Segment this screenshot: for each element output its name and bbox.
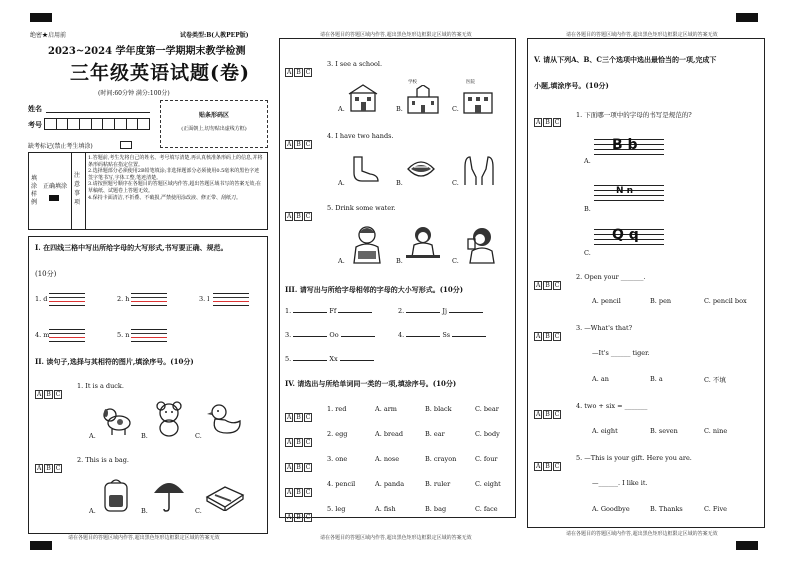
name-label: 姓名: [28, 104, 42, 113]
hospital-icon: [462, 85, 494, 115]
given-letter: Oo: [329, 331, 339, 339]
answer-blank[interactable]: [293, 360, 327, 361]
adjacent-item-3: [285, 331, 375, 339]
bubble-c[interactable]: C: [305, 514, 311, 521]
answer-bubbles[interactable]: [534, 323, 562, 342]
building-icon: [348, 83, 378, 113]
writing-lines-5[interactable]: [131, 329, 167, 342]
answer-blank[interactable]: [340, 360, 374, 361]
girl-drinking-icon: [462, 225, 500, 265]
adjacent-item-5: [285, 355, 374, 363]
adjacent-item-2: [398, 307, 483, 315]
notice-label: 注意事项: [74, 172, 81, 206]
classify-row-3: [285, 454, 511, 471]
question-text-line2: —It's ______ tiger.: [592, 349, 650, 357]
section4-title: IV. 请选出与所给单词同一类的一项,填涂序号。(10分): [285, 379, 457, 388]
question-text: 1. It is a duck.: [77, 382, 124, 390]
page-title: 三年级英语试题(卷): [70, 62, 250, 84]
bubble-c[interactable]: C: [554, 119, 560, 126]
notice-rule: 2.选择题部分必须使用2B铅笔填涂;非选择题部分必须使用0.5毫米的黑色字迹签字笔书写,字体工整,笔迹清楚。: [88, 168, 260, 181]
fill-example-label: 填涂样例: [31, 175, 38, 206]
item-number: 1.: [285, 307, 292, 315]
registration-mark-bottom-left: [30, 541, 52, 550]
exam-no-label: 考号: [28, 120, 42, 129]
option-label-c: C.: [452, 105, 459, 113]
foot-icon: [348, 155, 380, 185]
bubble-a[interactable]: A: [536, 119, 541, 126]
question-word: 3. one: [327, 455, 348, 463]
option-label-a: A.: [89, 507, 96, 515]
footer-warning-bottom: 请在各题目的答题区域内作答,超出黑色矩形边框限定区域的答案无效: [566, 531, 718, 537]
notice-rules: [88, 155, 264, 201]
item-number: 3.: [285, 331, 292, 339]
bubble-c[interactable]: C: [305, 439, 311, 446]
option-c: C. Five: [704, 505, 727, 513]
answer-bubbles[interactable]: [285, 131, 313, 150]
question-text: 2. Open your _______.: [576, 273, 646, 281]
answer-bubbles[interactable]: [534, 401, 562, 420]
question-text: 5. Drink some water.: [327, 204, 396, 212]
registration-mark-bottom-right: [736, 541, 758, 550]
option-label-a: A.: [338, 179, 345, 187]
section1-title: I. 在四线三格中写出所给字母的大写形式,书写要正确、规范。: [35, 243, 228, 252]
pencil-box-icon: [205, 483, 245, 511]
answer-bubbles[interactable]: [534, 272, 562, 291]
question-text: 4. two + six = _______: [576, 402, 648, 410]
year-title: 2023~2024 学年度第一学期期末教学检测: [48, 46, 246, 57]
option-c: C. nine: [704, 427, 728, 435]
option-label-c: C.: [195, 507, 202, 515]
answer-blank[interactable]: [293, 336, 327, 337]
answer-blank[interactable]: [293, 312, 327, 313]
option-a: A. nose: [375, 455, 400, 463]
bubble-a[interactable]: A: [287, 414, 292, 421]
question-text: 3. —What's that?: [576, 324, 633, 332]
school-sign: 学校: [408, 80, 417, 85]
bubble-a[interactable]: A: [287, 514, 292, 521]
bubble-c[interactable]: C: [305, 414, 311, 421]
duck-icon: [207, 403, 243, 437]
bubble-b[interactable]: B: [545, 463, 550, 470]
barcode-title: 贴条形码区: [198, 112, 229, 119]
section5-title-cont: 小题,填涂序号。(10分): [534, 81, 609, 90]
given-letter: Ss: [442, 331, 451, 339]
option-b: B. Thanks: [650, 505, 683, 513]
correct-fill-label: 正确填涂: [43, 183, 68, 190]
footer-warning-bottom: 请在各题目的答题区域内作答,超出黑色矩形边框限定区域的答案无效: [320, 535, 472, 541]
letters-text: N n: [616, 186, 634, 196]
option-b: B. pen: [650, 297, 672, 305]
barcode-note: (正面朝上,切勿贴出虚线方框): [181, 126, 247, 132]
letter-item-3: 3. l: [199, 295, 210, 303]
question-text: 5. —This is your gift. Here you are.: [576, 454, 692, 462]
option-a: A. panda: [375, 480, 405, 488]
question-word: 5. leg: [327, 505, 346, 513]
exam-no-boxes[interactable]: [44, 118, 150, 130]
answer-blank[interactable]: [452, 336, 486, 337]
question-text-line2: —______. I like it.: [592, 479, 648, 487]
option-a: A. Goodbye: [592, 505, 630, 513]
bubble-b[interactable]: B: [296, 69, 301, 76]
bubble-b[interactable]: B: [545, 282, 550, 289]
registration-mark-top-right: [736, 13, 758, 22]
bubble-c[interactable]: C: [305, 489, 311, 496]
question-word: 1. red: [327, 405, 347, 413]
bubble-a[interactable]: A: [287, 439, 292, 446]
backpack-icon: [101, 477, 131, 513]
absent-bubble[interactable]: [120, 141, 132, 149]
option-a: A. arm: [375, 405, 397, 413]
bubble-b[interactable]: B: [296, 489, 301, 496]
letter-lines-a: [594, 139, 664, 155]
question-text: 1. 下面哪一项中的字母的书写是规范的?: [576, 111, 692, 119]
option-label-b: B.: [396, 105, 403, 113]
letter-item-2: 2. h: [117, 295, 130, 303]
bubble-a[interactable]: A: [536, 333, 541, 340]
column3-panel: [527, 38, 765, 528]
letter-item-1: 1. d: [35, 295, 48, 303]
barcode-area: [160, 100, 268, 148]
letters-text: Q q: [612, 227, 639, 243]
bubble-a[interactable]: A: [536, 282, 541, 289]
hospital-sign: 医院: [466, 80, 475, 85]
writing-lines-2[interactable]: [131, 293, 167, 306]
option-b: B. ear: [425, 430, 445, 438]
option-b: B. crayon: [425, 455, 457, 463]
classify-row-2: [285, 429, 511, 446]
letter-lines-c: [594, 229, 664, 245]
bubble-a[interactable]: A: [37, 465, 42, 472]
bubble-c[interactable]: C: [554, 282, 560, 289]
notice-box: [28, 152, 268, 230]
bubble-a[interactable]: A: [536, 463, 541, 470]
column2-panel: [279, 38, 516, 521]
answer-blank[interactable]: [338, 312, 372, 313]
bubble-a[interactable]: A: [287, 69, 292, 76]
time-score: (时间:60分钟 满分:100分): [98, 90, 170, 97]
adjacent-item-1: [285, 307, 372, 315]
option-label-a: A.: [338, 257, 345, 265]
item-number: 4.: [398, 331, 405, 339]
option-label-b: B.: [141, 432, 148, 440]
boy-desk-icon: [404, 225, 442, 265]
adjacent-item-4: [398, 331, 486, 339]
section3-title: III. 请写出与所给字母相邻的字母的大小写形式。(10分): [285, 285, 464, 294]
writing-lines-3[interactable]: [213, 293, 249, 306]
option-b: B. seven: [650, 427, 678, 435]
notice-rule: 4.保持卡面清洁,不折叠、不破损,严禁使用涂改液、修正带、刮纸刀。: [88, 194, 241, 201]
bubble-a[interactable]: A: [287, 213, 292, 220]
paper-type: 试卷类型:B(人教PEP版): [180, 32, 249, 39]
bubble-b[interactable]: B: [545, 119, 550, 126]
hands-icon: [462, 153, 496, 187]
option-label-c: C.: [584, 249, 591, 257]
option-b: B. black: [425, 405, 452, 413]
answer-bubbles[interactable]: [35, 455, 63, 474]
option-label-a: A.: [584, 157, 591, 165]
option-a: A. pencil: [592, 297, 621, 305]
bubble-b[interactable]: B: [296, 439, 301, 446]
option-c: C. eight: [475, 480, 501, 488]
option-label-c: C.: [452, 179, 459, 187]
answer-blank[interactable]: [406, 312, 440, 313]
given-letter: Xx: [329, 355, 338, 363]
correct-fill-sample: [49, 195, 59, 201]
answer-blank[interactable]: [449, 312, 483, 313]
option-label-b: B.: [396, 179, 403, 187]
question-word: 2. egg: [327, 430, 348, 438]
bubble-c[interactable]: C: [55, 465, 61, 472]
option-c: C. pencil box: [704, 297, 747, 305]
answer-bubbles[interactable]: [285, 203, 313, 222]
mouth-icon: [406, 157, 436, 181]
section1-score: (10分): [35, 270, 57, 278]
option-b: B. a: [650, 375, 663, 383]
classify-row-1: [285, 404, 511, 421]
answer-bubbles[interactable]: [285, 59, 313, 78]
letters-text: B b: [612, 137, 638, 153]
secret-label: 绝密★启用前: [30, 32, 67, 39]
writing-lines-4[interactable]: [49, 329, 85, 342]
answer-bubbles[interactable]: [35, 381, 63, 400]
bubble-b[interactable]: B: [296, 213, 301, 220]
school-icon: [406, 85, 440, 115]
absent-label: 缺考标记(禁止考生填涂): [28, 143, 93, 150]
bubble-a[interactable]: A: [37, 391, 42, 398]
letter-lines-b: [594, 185, 664, 201]
classify-row-5: [285, 504, 511, 521]
option-a: A. an: [592, 375, 609, 383]
option-label-a: A.: [89, 432, 96, 440]
bubble-c[interactable]: C: [305, 69, 311, 76]
bubble-a[interactable]: A: [287, 141, 292, 148]
bubble-c[interactable]: C: [305, 464, 311, 471]
option-c: C. 不填: [704, 376, 726, 384]
option-a: A. fish: [375, 505, 396, 513]
bubble-b[interactable]: B: [296, 514, 301, 521]
bubble-c[interactable]: C: [554, 411, 560, 418]
question-text: 4. I have two hands.: [327, 132, 394, 140]
option-c: C. bear: [475, 405, 499, 413]
footer-warning-top: 请在各题目的答题区域内作答,超出黑色矩形边框限定区域的答案无效: [320, 32, 472, 38]
given-letter: Ff: [329, 307, 337, 315]
notice-rule: 3.请按照题号顺序在各题目的答题区域内作答,超出答题区域书写的答案无效;在草稿纸、试题卷上答题无效。: [88, 181, 262, 194]
bubble-b[interactable]: B: [296, 464, 301, 471]
option-b: B. ruler: [425, 480, 451, 488]
bubble-b[interactable]: B: [296, 414, 301, 421]
answer-bubbles[interactable]: [534, 453, 562, 472]
section5-title: V. 请从下列A、B、C三个选项中选出最恰当的一项,完成下: [534, 55, 717, 64]
bubble-b[interactable]: B: [46, 391, 51, 398]
bubble-c[interactable]: C: [55, 391, 61, 398]
bubble-c[interactable]: C: [554, 463, 560, 470]
classify-row-4: [285, 479, 511, 496]
option-c: C. four: [475, 455, 498, 463]
bear-icon: [153, 401, 185, 437]
item-number: 5.: [285, 355, 292, 363]
letter-item-5: 5. n: [117, 331, 130, 339]
question-text: 3. I see a school.: [327, 60, 383, 68]
option-label-c: C.: [452, 257, 459, 265]
girl-reading-icon: [348, 225, 386, 265]
bubble-b[interactable]: B: [545, 333, 550, 340]
option-a: A. eight: [592, 427, 618, 435]
bubble-c[interactable]: C: [554, 333, 560, 340]
bubble-b[interactable]: B: [296, 141, 301, 148]
option-b: B. bag: [425, 505, 447, 513]
umbrella-icon: [153, 477, 185, 513]
footer-warning-top: 请在各题目的答题区域内作答,超出黑色矩形边框限定区域的答案无效: [566, 32, 718, 38]
bubble-a[interactable]: A: [287, 464, 292, 471]
question-word: 4. pencil: [327, 480, 356, 488]
option-label-c: C.: [195, 432, 202, 440]
item-number: 2.: [398, 307, 405, 315]
bubble-a[interactable]: A: [287, 489, 292, 496]
dog-icon: [101, 403, 135, 437]
answer-blank[interactable]: [406, 336, 440, 337]
registration-mark-top-left: [30, 13, 52, 22]
notice-rule: 1.答题前,考生先将自己的姓名、考号填写清楚,再认真核准条形码上的信息,并将条形码粘贴在指定位置。: [88, 155, 263, 168]
option-c: C. body: [475, 430, 500, 438]
bubble-b[interactable]: B: [545, 411, 550, 418]
bubble-a[interactable]: A: [536, 411, 541, 418]
option-label-b: B.: [584, 205, 591, 213]
bubble-c[interactable]: C: [305, 213, 311, 220]
option-c: C. face: [475, 505, 498, 513]
answer-blank[interactable]: [341, 336, 375, 337]
given-letter: Jj: [442, 307, 447, 315]
bubble-c[interactable]: C: [305, 141, 311, 148]
name-field[interactable]: [46, 112, 150, 113]
section1-panel: [28, 236, 268, 534]
option-a: A. bread: [375, 430, 403, 438]
option-label-b: B.: [396, 257, 403, 265]
answer-bubbles[interactable]: [534, 109, 562, 128]
writing-lines-1[interactable]: [49, 293, 85, 306]
footer-warning: 请在各题目的答题区域内作答,超出黑色矩形边框限定区域的答案无效: [68, 535, 220, 541]
question-text: 2. This is a bag.: [77, 456, 129, 464]
option-label-a: A.: [338, 105, 345, 113]
bubble-b[interactable]: B: [46, 465, 51, 472]
section2-title: II. 读句子,选择与其相符的图片,填涂序号。(10分): [35, 357, 194, 366]
letter-item-4: 4. m: [35, 331, 50, 339]
option-label-b: B.: [141, 507, 148, 515]
